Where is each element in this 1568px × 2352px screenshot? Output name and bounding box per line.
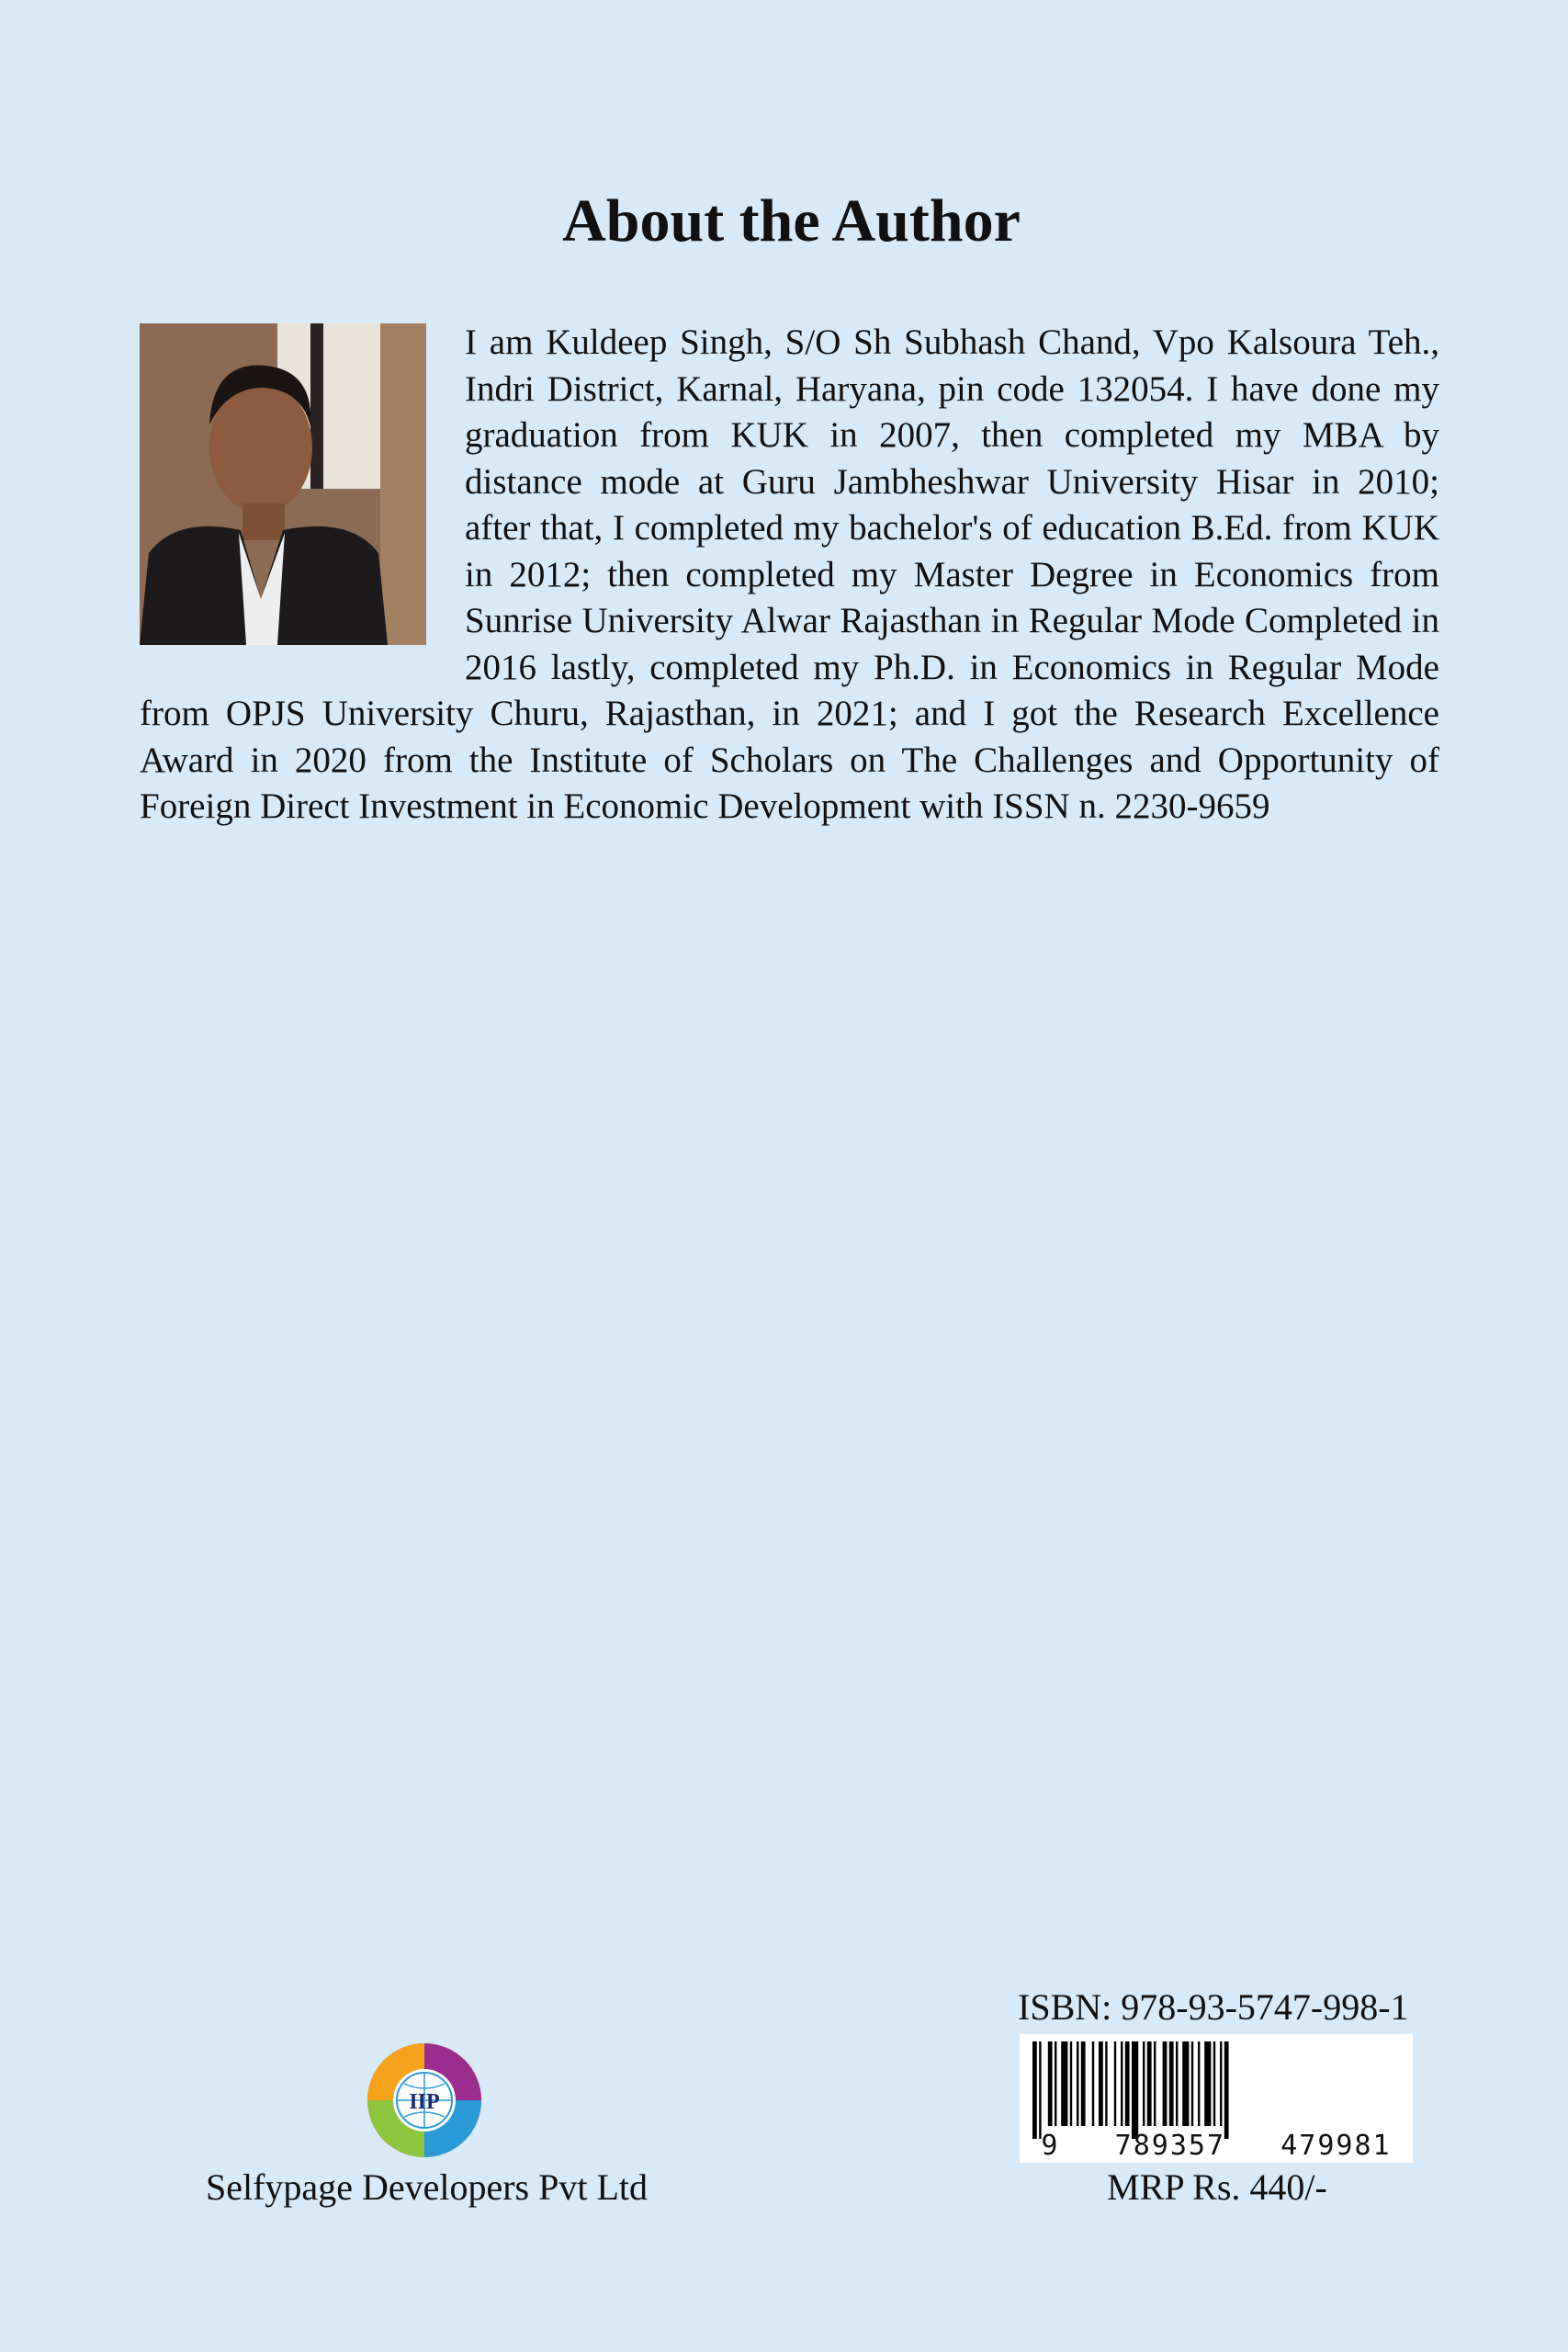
barcode-bar xyxy=(1213,2041,1215,2126)
isbn-barcode xyxy=(1020,2034,1413,2163)
barcode-bar xyxy=(1092,2041,1094,2126)
isbn-label: ISBN: 978-93-5747-998-1 xyxy=(1018,1986,1409,2028)
barcode-bar xyxy=(1061,2041,1067,2126)
barcode-bar xyxy=(1077,2041,1078,2126)
barcode-bar xyxy=(1163,2041,1168,2126)
page-title: About the Author xyxy=(562,187,1021,254)
barcode-bar xyxy=(1055,2041,1056,2126)
barcode-bar xyxy=(1154,2041,1156,2126)
barcode-bar xyxy=(1114,2041,1116,2126)
barcode-bar xyxy=(1176,2041,1178,2126)
barcode-bar xyxy=(1125,2041,1130,2126)
barcode-bar xyxy=(1182,2041,1189,2126)
barcode-bar xyxy=(1169,2041,1174,2126)
barcode-bar xyxy=(1198,2041,1200,2126)
author-bio xyxy=(140,320,1439,831)
svg-text:IIP: IIP xyxy=(409,2090,440,2114)
barcode-bar xyxy=(1121,2041,1122,2126)
barcode-bar xyxy=(1143,2041,1145,2126)
barcode-bar xyxy=(1048,2041,1053,2126)
barcode-bar xyxy=(1081,2041,1086,2126)
barcode-bar xyxy=(1039,2041,1041,2139)
barcode-bar xyxy=(1070,2041,1072,2126)
barcode-bar xyxy=(1032,2041,1037,2139)
barcode-bar xyxy=(1220,2041,1222,2126)
barcode-bar xyxy=(1191,2041,1193,2126)
author-bio-text: I am Kuldeep Singh, S/O Sh Subhash Chand, Vpo Kalsoura Teh., Indri District, Karnal, Haryana, pin code 132054. I have done my graduation from KUK in 2007, then completed my MBA by distance mode at Guru Jambheshwar University Hisar in 2010; after that, I completed my bachelor's of education B.Ed. from KUK in 2012; then completed my Master Degree in Economics from Sunrise University Alwar Rajasthan in Regular Mode Completed in 2016 lastly, completed my Ph.D. in Economics in Regular Mode from OPJS University Churu, Rajasthan, in 2021; and I got the Research Excellence Award in 2020 from the Institute of Scholars on The Challenges and Opportunity of Foreign Direct Investment in Economic Development with ISSN n. 2230-9659 xyxy=(140,322,1439,826)
publisher-name: Selfypage Developers Pvt Ltd xyxy=(206,2166,648,2208)
barcode-bar xyxy=(1147,2041,1152,2126)
barcode-bar xyxy=(1224,2041,1229,2139)
price-label: MRP Rs. 440/- xyxy=(1107,2166,1327,2208)
barcode-digits: 9 789357 479981 xyxy=(1041,2130,1392,2162)
barcode-bar xyxy=(1099,2041,1103,2126)
barcode-bar xyxy=(1105,2041,1107,2126)
barcode-bar xyxy=(1204,2041,1211,2126)
author-photo xyxy=(140,323,426,645)
publisher-logo xyxy=(360,2036,489,2165)
barcode-bar xyxy=(1132,2041,1138,2139)
